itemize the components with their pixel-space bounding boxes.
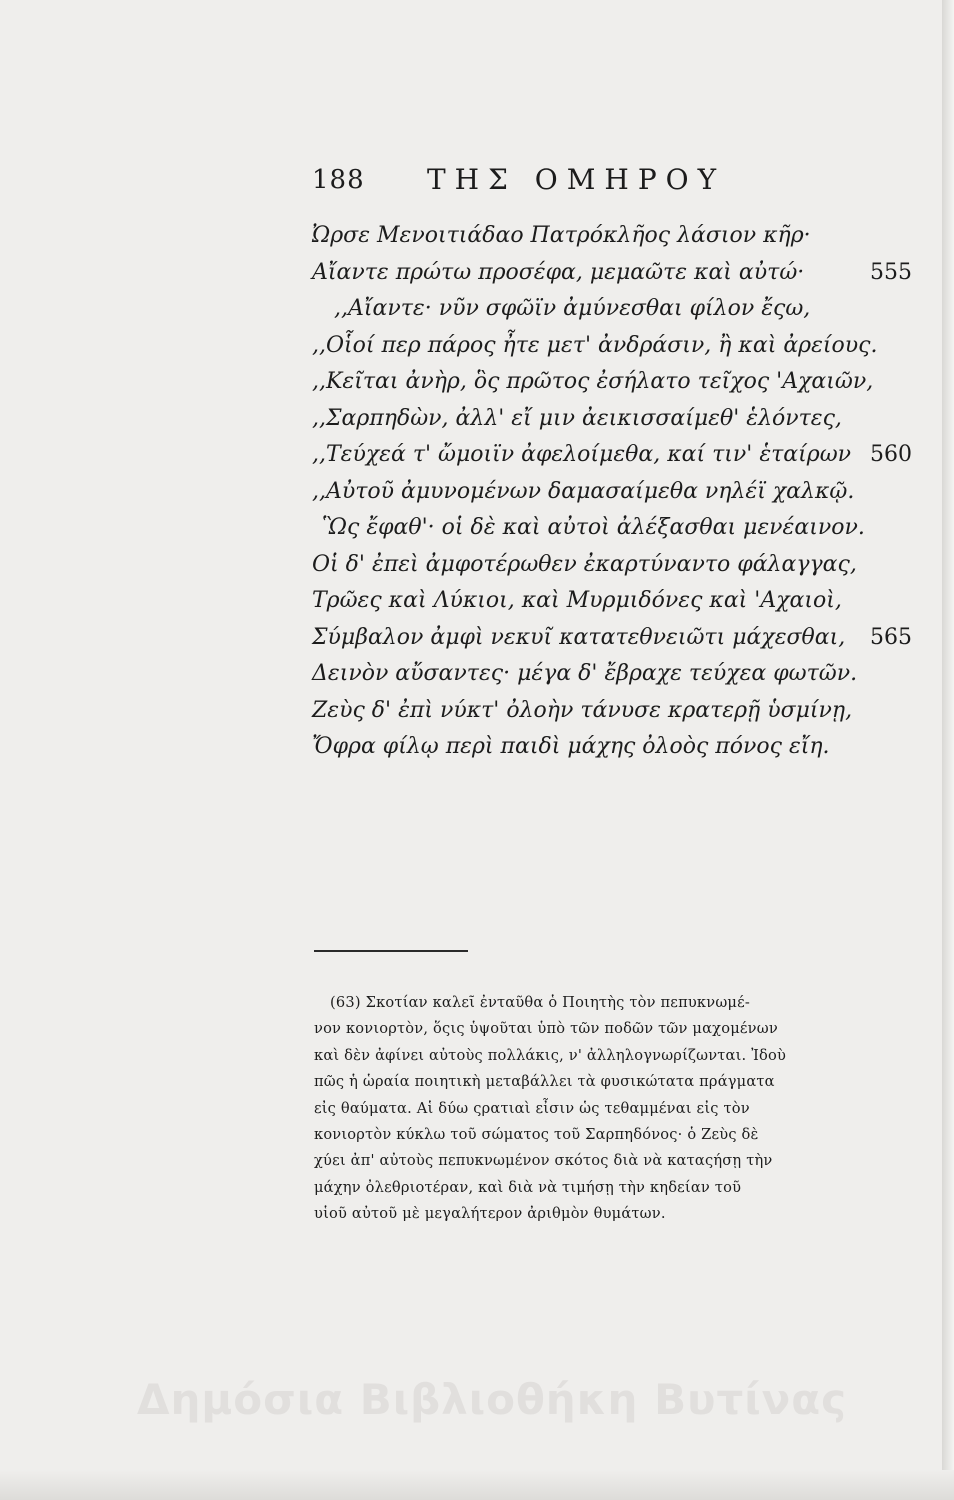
footnote-line: εἰς θαύματα. Αἱ δύω ςρατιαὶ εἶσιν ὡς τεθαμμέναι εἰς τὸν — [314, 1099, 750, 1117]
verse-text: ,,Οἷοί περ πάρος ἦτε μετ' ἀνδράσιν, ἢ καὶ ἀρείους. — [312, 332, 878, 358]
verse-line — [312, 510, 912, 547]
footnote-line: υἱοῦ αὐτοῦ μὲ μεγαλήτερον ἀριθμὸν θυμάτων. — [314, 1205, 666, 1223]
verse-text: Αἴαντε πρώτω προσέφα, μεμαῶτε καὶ αὐτώ· — [312, 259, 805, 285]
footnote-line: (63) Σκοτίαν καλεῖ ἐνταῦθα ὁ Ποιητὴς τὸν πεπυκνωμέ- — [330, 994, 751, 1011]
footnote-divider — [314, 950, 468, 952]
verse-line — [312, 218, 912, 255]
verse-text: Τρῶες καὶ Λύκιοι, καὶ Μυρμιδόνες καὶ 'Αχαιοὶ, — [312, 588, 842, 613]
footnote — [314, 990, 909, 1228]
verse-text: Σύμβαλον ἀμφὶ νεκυῖ κατατεθνειῶτι μάχεσθαι, — [312, 624, 846, 650]
running-head — [312, 160, 792, 200]
footnote-line: μάχην ὀλεθριοτέραν, καὶ διὰ νὰ τιμήσῃ τὴν κηδείαν τοῦ — [314, 1178, 742, 1196]
page-bottom-edge — [0, 1470, 954, 1500]
verse-line — [312, 401, 912, 438]
verse-line — [312, 729, 912, 766]
verse-line — [312, 474, 912, 511]
verse-line — [312, 620, 912, 657]
verse-text: Ὣς ἔφαθ'· οἱ δὲ καὶ αὐτοὶ ἀλέξασθαι μενέαινον. — [322, 515, 865, 540]
footnote-line: νον κονιορτὸν, ὅςις ὑψοῦται ὑπὸ τῶν ποδῶν τῶν μαχομένων — [314, 1020, 778, 1038]
verse-line — [312, 255, 912, 292]
verse-text: ,,Σαρπηδὼν, ἀλλ' εἴ μιν ἀεικισσαίμεθ' ἑλόντες, — [312, 405, 842, 431]
verse-text: Οἱ δ' ἐπεὶ ἀμφοτέρωθεν ἐκαρτύναντο φάλαγγας, — [312, 551, 857, 577]
verse-line — [312, 291, 912, 328]
line-number: 560 — [870, 442, 912, 467]
verse-text: Ὄφρα φίλῳ περὶ παιδὶ μάχης ὀλοὸς πόνος εἴη. — [312, 734, 830, 759]
line-number: 555 — [870, 259, 912, 285]
line-number: 565 — [870, 624, 912, 650]
verse-line — [312, 547, 912, 584]
footnote-line: κονιορτὸν κύκλω τοῦ σώματος τοῦ Σαρπηδόνος· ὁ Ζεὺς δὲ — [314, 1125, 759, 1143]
library-watermark: Δημόσια Βιβλιοθήκη Βυτίνας — [137, 1375, 847, 1424]
verse-text: ,,Κεῖται ἀνὴρ, ὃς πρῶτος ἐσήλατο τεῖχος 'Αχαιῶν, — [312, 369, 874, 394]
footnote-line: καὶ δὲν ἀφίνει αὐτοὺς πολλάκις, ν' ἀλληλογνωρίζωνται. Ἰδοὺ — [314, 1046, 787, 1064]
verse-line — [312, 693, 912, 730]
verse-text: ,,Αἴαντε· νῦν σφῶϊν ἀμύνεσθαι φίλον ἔςω, — [334, 296, 811, 321]
verse-text: ,,Αὐτοῦ ἀμυνομένων δαμασαίμεθα νηλέϊ χαλκῷ. — [312, 478, 855, 504]
verse-text: Ζεὺς δ' ἐπὶ νύκτ' ὀλοὴν τάνυσε κρατερῇ ὑσμίνῃ, — [312, 697, 853, 723]
verse-line — [312, 656, 912, 693]
footnote-line: χύει ἀπ' αὐτοὺς πεπυκνωμένον σκότος διὰ νὰ καταςήσῃ τὴν — [314, 1152, 773, 1170]
verse-line — [312, 364, 912, 401]
verse-line — [312, 328, 912, 365]
verse-text: Δεινὸν αὔσαντες· μέγα δ' ἔβραχε τεύχεα φωτῶν. — [312, 661, 858, 686]
page-number: 188 — [312, 165, 365, 195]
verse-line — [312, 583, 912, 620]
verse-line — [312, 437, 912, 474]
page-edge — [942, 0, 954, 1500]
running-title: ΤΗΣ ΟΜΗΡΟΥ — [427, 163, 726, 196]
verse-block — [312, 218, 912, 766]
verse-text: ,,Τεύχεά τ' ὤμοιϊν ἀφελοίμεθα, καί τιν' ἑταίρων — [312, 442, 852, 467]
footnote-line: πῶς ἡ ὡραία ποιητικὴ μεταβάλλει τὰ φυσικώτατα πράγματα — [314, 1073, 775, 1091]
verse-text: Ὠρσε Μενοιτιάδαο Πατρόκλῆος λάσιον κῆρ· — [312, 223, 811, 248]
